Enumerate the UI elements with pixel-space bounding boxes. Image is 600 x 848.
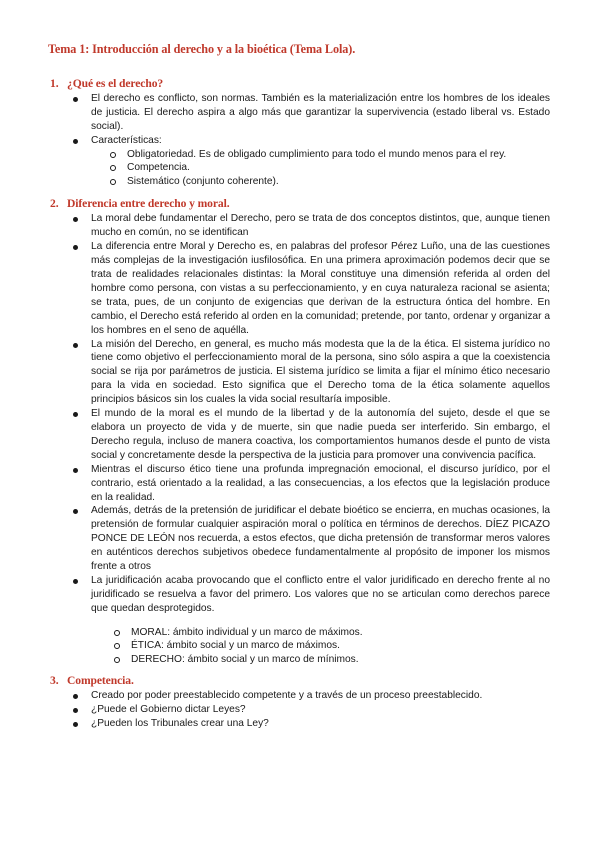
bullet-list xyxy=(48,92,550,188)
bullet-icon xyxy=(73,245,78,250)
sub-bullet-list xyxy=(91,148,550,189)
hollow-bullet-icon xyxy=(114,643,120,649)
bullet-icon xyxy=(73,343,78,348)
section-number: 1. xyxy=(50,77,59,90)
section-title: ¿Qué es el derecho? xyxy=(67,77,164,90)
bullet-icon xyxy=(73,708,78,713)
hollow-bullet-icon xyxy=(114,630,120,636)
bullet-list xyxy=(48,689,550,731)
bullet-icon xyxy=(73,694,78,699)
bullet-icon xyxy=(73,217,78,222)
bullet-icon xyxy=(73,139,78,144)
bullet-icon xyxy=(73,412,78,417)
bullet-icon xyxy=(73,97,78,102)
section-que-es-el-derecho xyxy=(48,77,550,188)
section-heading xyxy=(48,77,550,90)
list-item: El derecho es conflicto, son normas. También es la materialización entre los hombres de los ideales de justicia. El derecho aspira a algo más que garantizar la supervivencia (estado liberal vs. Estado social). xyxy=(71,92,550,134)
bullet-icon xyxy=(73,579,78,584)
hollow-bullet-icon xyxy=(110,179,116,185)
bullet-icon xyxy=(73,509,78,514)
section-number: 3. xyxy=(50,674,59,688)
hollow-bullet-icon xyxy=(114,657,120,663)
section-title: Diferencia entre derecho y moral. xyxy=(67,197,230,211)
section-competencia xyxy=(48,674,550,731)
section-heading xyxy=(48,674,550,687)
list-item: La juridificación acaba provocando que el conflicto entre el valor juridificado en derecho frente al no juridificado se resuelva a favor del primero. Los valores que no se articulan como derechos parece que quedan desprotegidos. xyxy=(71,574,550,616)
list-item: Además, detrás de la pretensión de juridificar el debate bioético se encierra, en muchas ocasiones, la pretensión de formular cualquier aspiración moral o política en términos de derechos. DÍEZ PICAZO PONCE DE LEÓN nos recuerda, a estos efectos, que dicha pretensión de transformar meros valores en auténticos derechos subjetivos obedece fundamentalmente al propósito de imponer los mismos frente a otros xyxy=(71,504,550,574)
sub-list-item: MORAL: ámbito individual y un marco de máximos. xyxy=(112,626,550,640)
list-item: La moral debe fundamentar el Derecho, pero se trata de dos conceptos distintos, que, aunque tienen mucho en común, no se identifican xyxy=(71,212,550,240)
list-item: El mundo de la moral es el mundo de la libertad y de la autonomía del sujeto, desde el que se elabora un proyecto de vida y de muerte, sin que nadie pueda ser interferido. Sin embargo, el Derecho regula, incluso de manera coactiva, los comportamientos humanos desde el punto de vista social y concretamente desde la perspectiva de la justicia para promover una convivencia pacífica. xyxy=(71,407,550,463)
sub-list-item: ÉTICA: ámbito social y un marco de máximos. xyxy=(112,639,550,653)
section-title: Competencia. xyxy=(67,674,134,688)
section-number: 2. xyxy=(50,197,59,211)
bullet-icon xyxy=(73,468,78,473)
sub-list-item: Competencia. xyxy=(108,161,550,175)
list-item: ¿Pueden los Tribunales crear una Ley? xyxy=(71,717,550,731)
section-heading xyxy=(48,197,550,210)
list-item: Creado por poder preestablecido competente y a través de un proceso preestablecido. xyxy=(71,689,550,703)
moral-etica-derecho-list xyxy=(48,626,550,667)
sub-list-item: Obligatoriedad. Es de obligado cumplimiento para todo el mundo menos para el rey. xyxy=(108,148,550,162)
list-item: Características: Obligatoriedad. Es de obligado cumplimiento para todo el mundo menos para el rey. Competencia. Sistemático (conjunto coherente). xyxy=(71,134,550,189)
section-diferencia-derecho-moral xyxy=(48,197,550,666)
sub-list-item: Sistemático (conjunto coherente). xyxy=(108,175,550,189)
list-item: Mientras el discurso ético tiene una profunda impregnación emocional, el discurso jurídico, por el contrario, está orientado a la realidad, a las consecuencias, a los efectos que la legislación produce en la realidad. xyxy=(71,463,550,505)
hollow-bullet-icon xyxy=(110,165,116,171)
bullet-icon xyxy=(73,722,78,727)
bullet-list xyxy=(48,212,550,615)
list-item: La diferencia entre Moral y Derecho es, en palabras del profesor Pérez Luño, una de las cuestiones más complejas de la investigación iusfilosófica. En una primera aproximación podemos decir que se trata de realidades relacionales distintas: la Moral constituye una dimensión referida al orden del hombre como persona, con vistas a su perfeccionamiento, y en cuya naturaleza racional se asienta; se trata, pues, de un conjunto de exigencias que derivan de la estructura óntica del hombre. En cambio, el Derecho está referido al orden en la comunidad; pretende, por tanto, ordenar y organizar a los hombres en el seno de aquélla. xyxy=(71,240,550,337)
sub-list-item: DERECHO: ámbito social y un marco de mínimos. xyxy=(112,653,550,667)
document-title: Tema 1: Introducción al derecho y a la bioética (Tema Lola). xyxy=(48,42,356,56)
list-item: La misión del Derecho, en general, es mucho más modesta que la de la ética. El sistema jurídico no tiene como objetivo el perfeccionamiento moral de la persona, sino sólo aspira a que la coexistencia social se rija por parámetros de justicia. El sistema jurídico se limita a fijar el mínimo ético necesario para la vida en sociedad. Esto significa que el Derecho toma de la ética solamente aquellos principios básicos sin los cuales la vida social resultaría imposible. xyxy=(71,338,550,408)
list-item: ¿Puede el Gobierno dictar Leyes? xyxy=(71,703,550,717)
hollow-bullet-icon xyxy=(110,152,116,158)
sub-bullet-list xyxy=(112,626,550,667)
